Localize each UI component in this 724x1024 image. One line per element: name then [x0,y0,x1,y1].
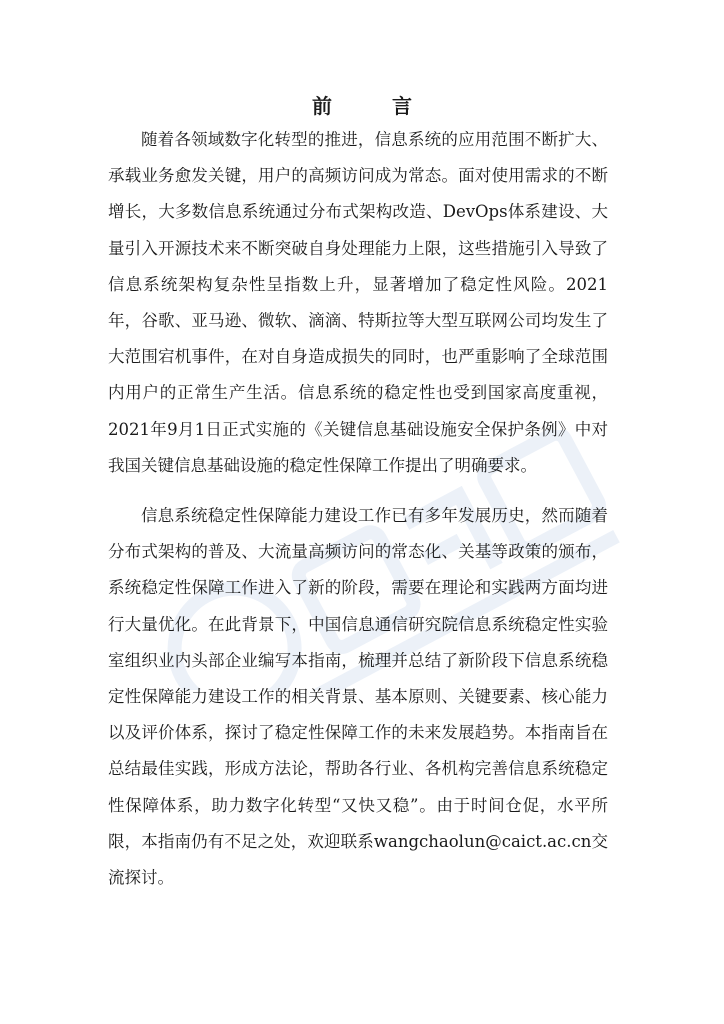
page-title: 前 言 [312,94,432,118]
paragraph-2: 信息系统稳定性保障能力建设工作已有多年发展历史，然而随着分布式架构的普及、大流量高频访问的常态化、关基等政策的颁布，系统稳定性保障工作进入了新的阶段，需要在理论和实践两方面均进行大量优化。在此背景下，中国信息通信研究院信息系统稳定性实验室组织业内头部企业编写本指南，梳理并总结了新阶段下信息系统稳定性保障能力建设工作的相关背景、基本原则、关键要素、核心能力以及评价体系，探讨了稳定性保障工作的未来发展趋势。本指南旨在总结最佳实践，形成方法论，帮助各行业、各机构完善信息系统稳定性保障体系，助力数字化转型“又快又稳”。由于时间仓促，水平所限，本指南仍有不足之处，欢迎联系wangchaolun@caict.ac.cn交流探讨。 [108,506,608,888]
body-text [108,122,608,896]
paragraph-1: 随着各领域数字化转型的推进，信息系统的应用范围不断扩大、承载业务愈发关键，用户的高频访问成为常态。面对使用需求的不断增长，大多数信息系统通过分布式架构改造、DevOps体系建设、大量引入开源技术来不断突破自身处理能力上限，这些措施引入导致了信息系统架构复杂性呈指数上升，显著增加了稳定性风险。2021年，谷歌、亚马逊、微软、滴滴、特斯拉等大型互联网公司均发生了大范围宕机事件，在对自身造成损失的同时，也严重影响了全球范围内用户的正常生产生活。信息系统的稳定性也受到国家高度重视，2021年9月1日正式实施的《关键信息基础设施安全保护条例》中对我国关键信息基础设施的稳定性保障工作提出了明确要求。 [108,130,608,475]
